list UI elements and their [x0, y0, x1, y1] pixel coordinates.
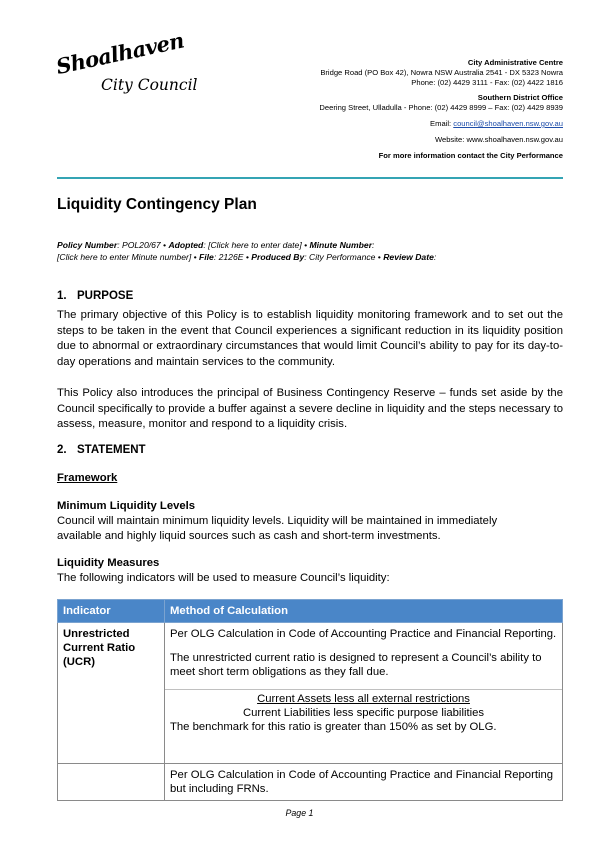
header-divider	[57, 177, 563, 179]
admin-centre-title: City Administrative Centre	[467, 58, 563, 67]
review-date-label: Review Date	[383, 252, 434, 262]
policy-metadata	[57, 239, 563, 263]
table-row	[58, 764, 563, 801]
adopted-value[interactable]: : [Click here to enter date] •	[203, 240, 310, 250]
framework-heading: Framework	[57, 472, 118, 484]
benchmark-text: The benchmark for this ratio is greater than 150% as set by OLG.	[170, 721, 497, 733]
minimum-liquidity-line-2: available and highly liquid sources such as cash and short-term investments.	[57, 530, 441, 542]
liquidity-indicators-table	[57, 599, 563, 801]
document-title: Liquidity Contingency Plan	[57, 196, 257, 213]
purpose-paragraph-2: This Policy also introduces the principal of Business Contingency Reserve – funds set aside by the Council specifically to provide a buffer against a severe decline in liquidity and the steps necessary to assess, measure, monitor and respond to a liquidity crisis.	[57, 387, 563, 431]
admin-centre-address: Bridge Road (PO Box 42), Nowra NSW Australia 2541 - DX 5323 Nowra	[320, 67, 563, 77]
page-number: Page 1	[285, 808, 314, 818]
indicator-name: Unrestricted Current Ratio (UCR)	[63, 628, 136, 668]
section-statement-heading	[57, 444, 146, 456]
liquidity-measures-intro: The following indicators will be used to measure Council’s liquidity:	[57, 572, 390, 584]
minimum-liquidity-heading: Minimum Liquidity Levels	[57, 500, 196, 512]
produced-by-value: : City Performance •	[304, 252, 384, 262]
column-header-method: Method of Calculation	[165, 600, 563, 623]
section-title: STATEMENT	[77, 444, 146, 456]
logo-subtitle: City Council	[101, 76, 198, 94]
table-row	[58, 623, 563, 764]
policy-number-value: : POL20/67 •	[117, 240, 169, 250]
section-number: 2.	[57, 444, 67, 456]
more-info-line: For more information contact the City Performance	[378, 150, 563, 160]
table-header-row	[58, 600, 563, 623]
email-line	[319, 119, 563, 129]
southern-office-title: Southern District Office	[477, 93, 563, 103]
review-date-value: :	[433, 252, 437, 262]
calculation-text: Per OLG Calculation in Code of Accounting Practice and Financial Reporting.	[170, 628, 557, 640]
section-purpose-heading	[57, 290, 133, 302]
minimum-liquidity-line-1: Council will maintain minimum liquidity levels. Liquidity will be maintained in immediately	[57, 515, 498, 527]
meta-line-2	[57, 251, 563, 263]
purpose-paragraph-1: The primary objective of this Policy is to establish liquidity monitoring framework and to set out the steps to be taken in the event that Council experiences a significant reduction in its liquidity position due to abnormal or extraordinary circumstances that would limit Council’s ability to pay for its day-to-day operations and maintain services to the community.	[57, 309, 563, 368]
minute-number-colon: :	[372, 240, 375, 250]
minute-number-value[interactable]: [Click here to enter Minute number] •	[57, 252, 200, 262]
formula-numerator: Current Assets less all external restrictions	[165, 689, 562, 706]
policy-number-label: Policy Number	[57, 240, 118, 250]
calculation-description: The unrestricted current ratio is designed to represent a Council’s ability to meet short term obligations as they fall due.	[170, 652, 542, 678]
southern-office-address: Deering Street, Ulladulla - Phone: (02) 4429 8999 – Fax: (02) 4429 8939	[319, 103, 563, 113]
adopted-label: Adopted	[168, 240, 204, 250]
contact-block	[319, 58, 563, 160]
website-line: Website: www.shoalhaven.nsw.gov.au	[434, 134, 563, 144]
column-header-indicator: Indicator	[58, 600, 165, 623]
calculation-text: Per OLG Calculation in Code of Accounting Practice and Financial Reporting but including FRNs.	[170, 769, 554, 795]
admin-centre-phone: Phone: (02) 4429 3111 - Fax: (02) 4422 1816	[411, 77, 563, 87]
produced-by-label: Produced By	[251, 252, 305, 262]
liquidity-measures-heading: Liquidity Measures	[57, 557, 160, 569]
email-link[interactable]: council@shoalhaven.nsw.gov.au	[453, 118, 563, 128]
section-number: 1.	[57, 290, 67, 302]
email-label: Email:	[430, 118, 454, 128]
meta-line-1	[57, 239, 563, 251]
section-title: PURPOSE	[77, 290, 134, 302]
formula-denominator: Current Liabilities less specific purpose liabilities	[242, 707, 485, 719]
minute-number-label: Minute Number	[309, 240, 373, 250]
file-value: : 2126E •	[213, 252, 252, 262]
council-logo	[53, 27, 207, 106]
file-label: File	[199, 252, 214, 262]
logo-wordmark: Shoalhaven	[53, 27, 186, 79]
